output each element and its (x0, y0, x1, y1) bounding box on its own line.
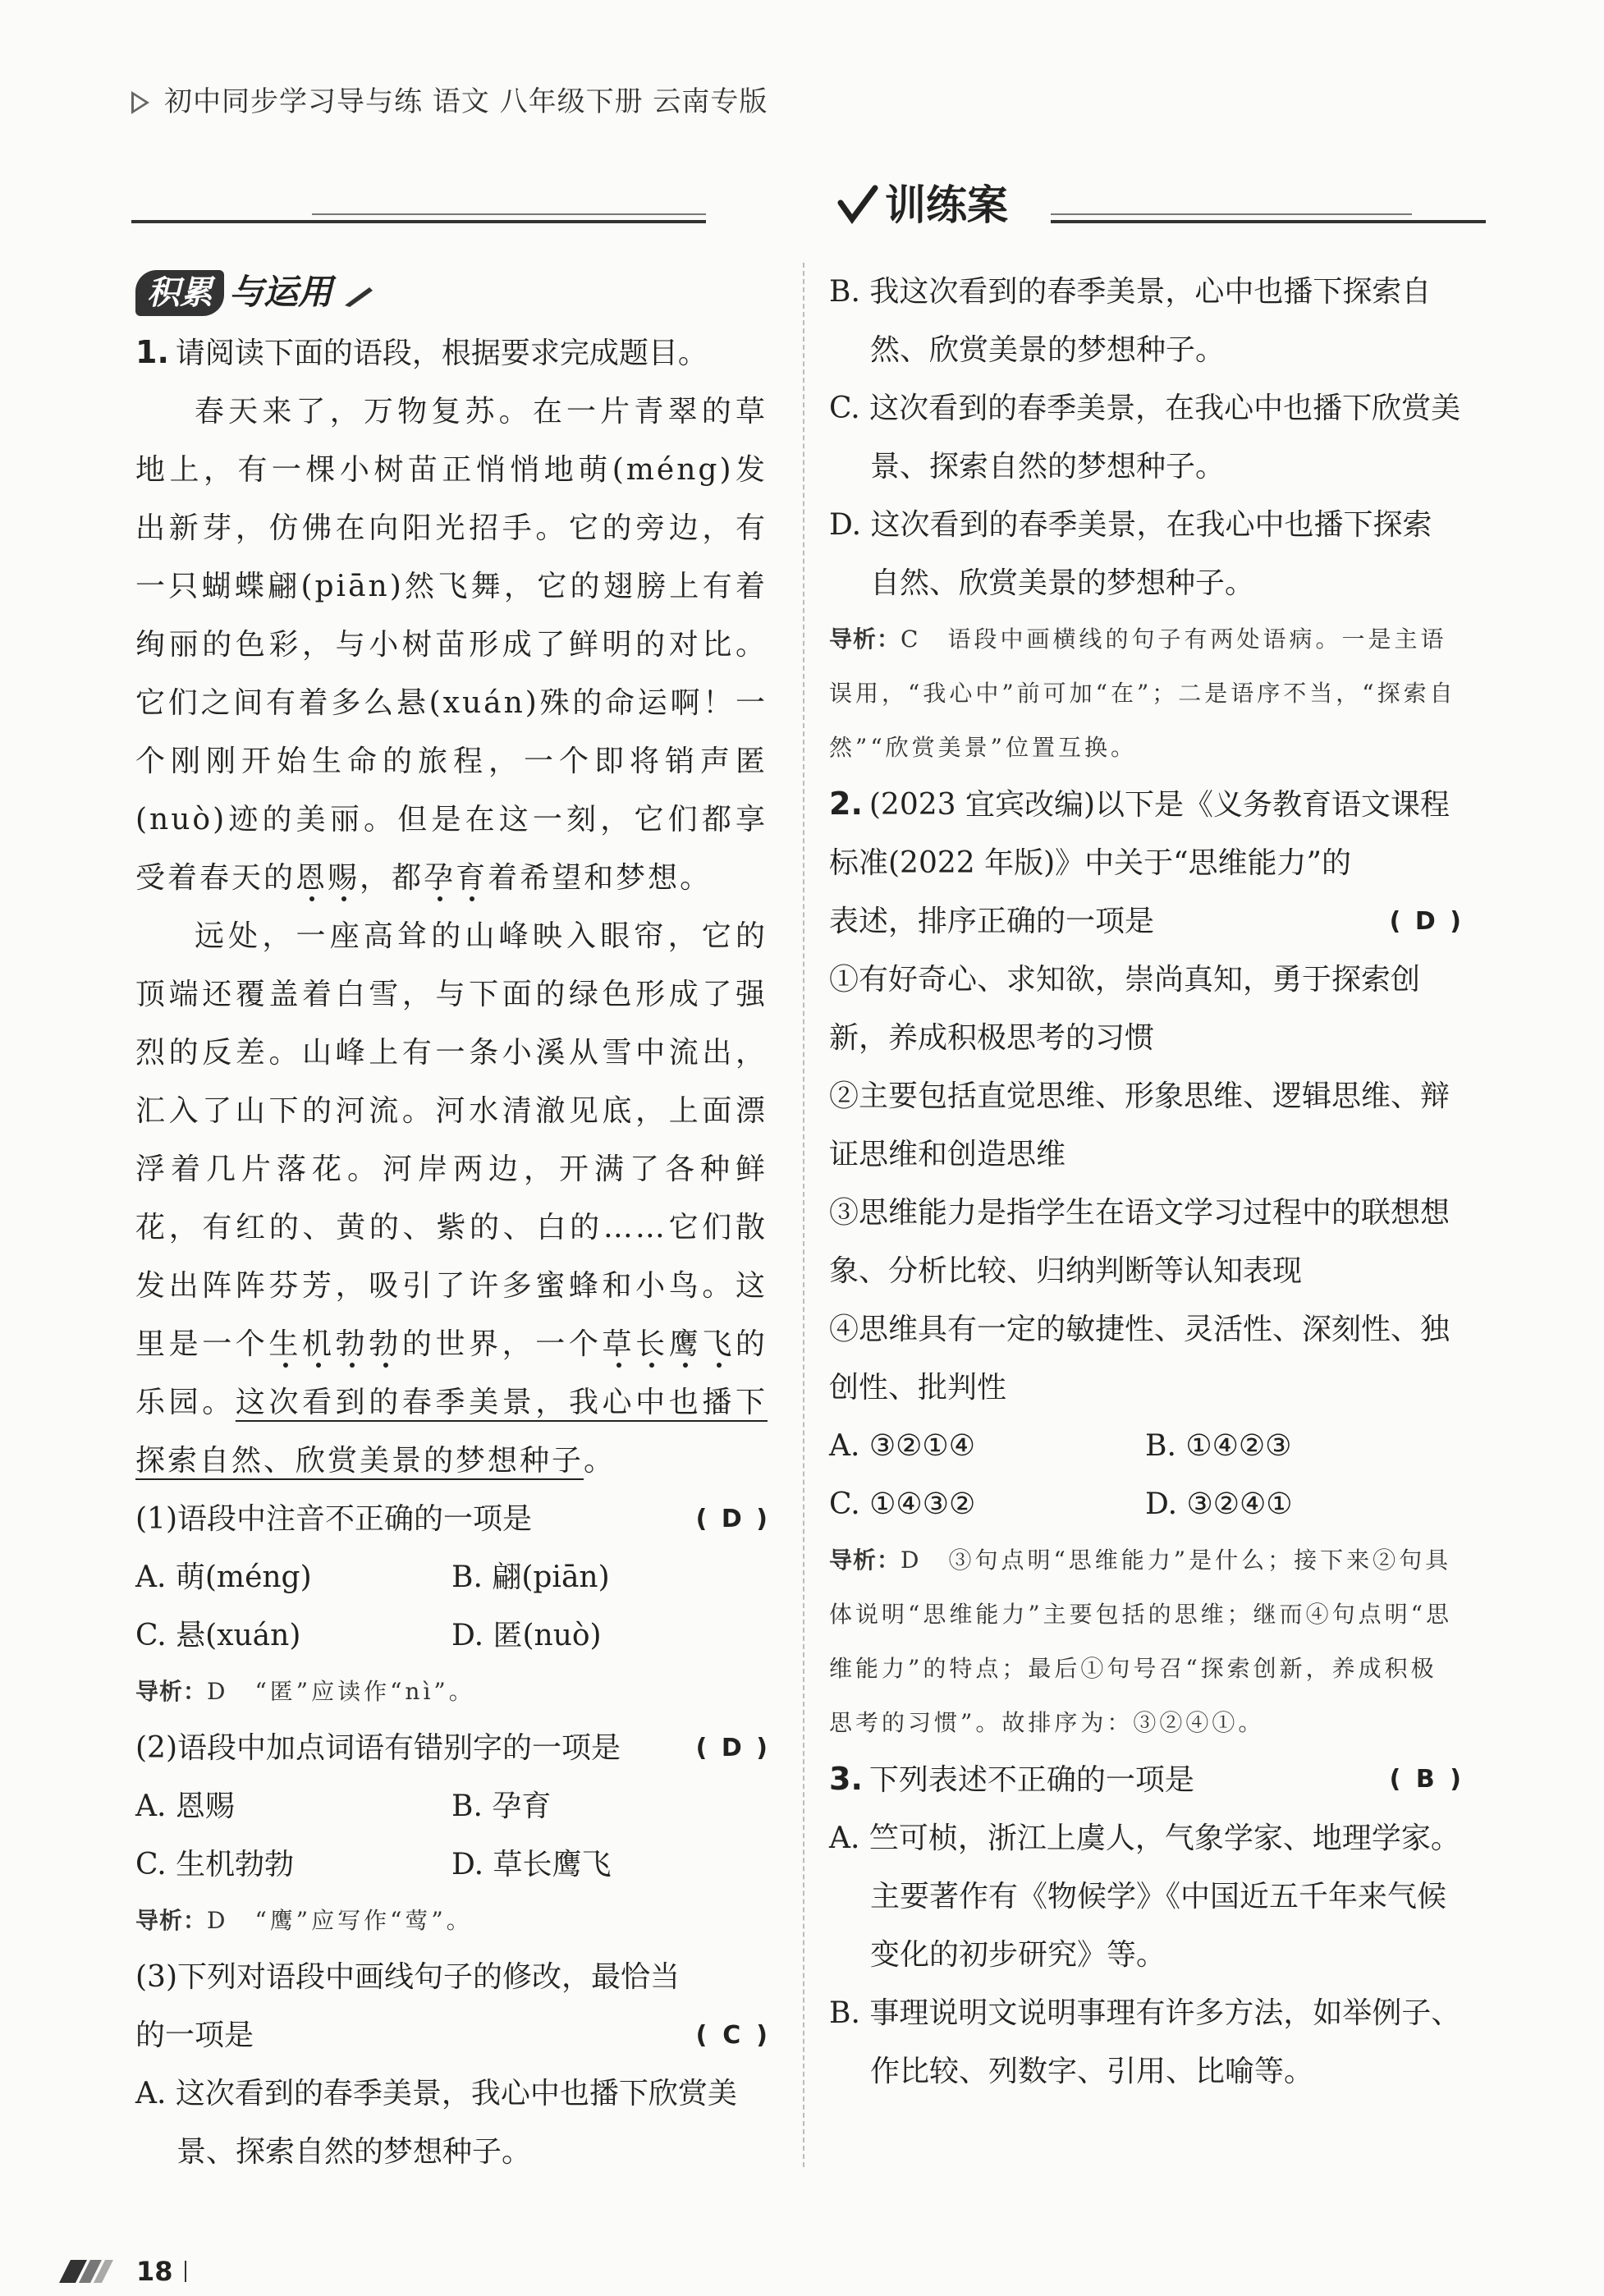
decorative-stripes-icon (59, 2260, 125, 2283)
sub-question-text: 的一项是 (135, 2019, 254, 2052)
option-d: D. 匿(nuò) (451, 1619, 602, 1652)
sub-question-3 (135, 1948, 768, 2065)
sub-question-text: (2)语段中加点词语有错别字的一项是 (135, 1731, 621, 1765)
option-a: A. 竺可桢，浙江上虞人，气象学家、地理学家。主要著作有《物候学》《中国近五千年来气候变化的初步研究》等。 (829, 1822, 1460, 1972)
dotted-word-caozhang: 草长鹰飞 (602, 1327, 736, 1361)
option-a: A. 恩赐 (135, 1790, 235, 1823)
title-rule-left-thin (312, 213, 706, 215)
note-label: 导析： (135, 1907, 208, 1934)
sub-question-text-line (135, 2006, 768, 2065)
statement-4: ④思维具有一定的敏捷性、灵活性、深刻性、独创性、批判性 (829, 1313, 1450, 1405)
option-c: C. 这次看到的春季美景，在我心中也播下欣赏美景、探索自然的梦想种子。 (829, 392, 1461, 483)
sub-question-text: (1)语段中注音不正确的一项是 (135, 1502, 532, 1536)
options-row (135, 1606, 768, 1665)
page-footer (59, 2256, 186, 2289)
answer-letter: D (721, 1734, 742, 1762)
title-rule-right-thin (1051, 213, 1412, 215)
answer-letter: D (721, 1505, 742, 1533)
question-text: 表述，排序正确的一项是 (829, 905, 1155, 938)
option-c: C. 生机勃勃 (135, 1848, 295, 1881)
statement-2: ②主要包括直觉思维、形象思维、逻辑思维、辩证思维和创造思维 (829, 1079, 1450, 1171)
analysis-note (829, 612, 1461, 775)
option-d: D. 这次看到的春季美景，在我心中也播下探索自然、欣赏美景的梦想种子。 (829, 508, 1432, 600)
option-a: A. 萌(méng) (135, 1560, 312, 1594)
note-text: D “鹰”应写作“莺”。 (207, 1907, 473, 1934)
question-text: (2023 宜宾改编)以下是《义务教育语文课程标准(2022 年版)》中关于“思维能力”的 (829, 788, 1450, 880)
note-label: 导析： (829, 1547, 901, 1574)
note-label: 导析： (135, 1678, 208, 1705)
answer-bracket: ( D ) (696, 1490, 768, 1548)
answer-letter: B (1415, 1765, 1435, 1794)
answer-letter: D (1414, 907, 1436, 936)
note-text: D “匿”应读作“nì”。 (207, 1678, 475, 1705)
passage-text: ，都 (360, 861, 424, 895)
options-row (135, 1777, 768, 1835)
options-row (829, 1475, 1461, 1533)
question-number: 3. (829, 1761, 863, 1797)
passage-text: 。 (584, 1444, 616, 1478)
header-text: 初中同步学习导与练 语文 八年级下册 云南专版 (164, 85, 768, 118)
footer-bar (185, 2261, 186, 2282)
question-1-stem (135, 323, 768, 383)
title-rule-left (131, 220, 706, 223)
option-b: B. 孕育 (451, 1790, 552, 1823)
passage-text: 春天来了，万物复苏。在一片青翠的草地上，有一棵小树苗正悄悄地萌(méng)发出新芽，仿佛在向阳光招手。它的旁边，有一只蝴蝶翩(piān)然飞舞，它的翅膀上有着绚丽的色彩，与小树苗形成了鲜明的对比。它们之间有着多么悬(xuán)殊的命运啊！一个刚刚开始生命的旅程，一个即将销声匿(nuò)迹的美丽。但是在这一刻，它们都享受着春天的 (135, 395, 768, 895)
option-d: D. ③②④① (1145, 1487, 1293, 1521)
dotted-word-enci: 恩赐 (296, 861, 360, 895)
options-row (135, 1548, 768, 1606)
answer-bracket: ( D ) (1390, 892, 1461, 951)
page-number: 18 (136, 2256, 173, 2287)
dotted-word-yunyu: 孕育 (424, 861, 488, 895)
question-3 (829, 1750, 1461, 2101)
analysis-note (829, 1533, 1461, 1750)
pen-icon (341, 284, 374, 309)
badge-rest-text: 与运用 (229, 272, 333, 312)
sub-question-1 (135, 1490, 768, 1548)
option-b: B. 事理说明文说明事理有许多方法，如举例子、作比较、列数字、引用、比喻等。 (829, 1996, 1461, 2088)
answer-letter: C (722, 2021, 741, 2050)
section-badge (135, 263, 374, 315)
question-number: 1. (135, 334, 169, 370)
question-number: 2. (829, 786, 863, 822)
note-text: C 语段中画横线的句子有两处语病。一是主语误用，“我心中”前可加“在”；二是语序不当，“探索自然”“欣赏美景”位置互换。 (829, 626, 1456, 761)
column-divider (803, 263, 804, 2167)
sub-question-2 (135, 1719, 768, 1777)
passage-text: 的乐园。 (135, 1327, 768, 1419)
option-c: C. ①④③② (829, 1487, 976, 1521)
question-text: 请阅读下面的语段，根据要求完成题目。 (175, 337, 708, 370)
answer-bracket: ( B ) (1390, 1750, 1461, 1809)
underlined-sentence: 这次看到的春季美景，我心中也播下探索自然、欣赏美景的梦想种子 (135, 1386, 768, 1478)
options-row (829, 1417, 1461, 1475)
option-b: B. ①④②③ (1145, 1429, 1292, 1463)
analysis-note (135, 1894, 768, 1948)
options-row (135, 1835, 768, 1894)
question-text: 下列表述不正确的一项是 (868, 1763, 1194, 1797)
passage-text: 着希望和梦想。 (488, 861, 713, 895)
option-c: C. 悬(xuán) (135, 1619, 301, 1652)
right-column (829, 263, 1461, 2101)
question-2 (829, 775, 1461, 1750)
statement-1: ①有好奇心、求知欲，崇尚真知，勇于探索创新，养成积极思考的习惯 (829, 963, 1421, 1055)
passage-text: 的世界，一个 (401, 1327, 603, 1361)
answer-bracket: ( C ) (696, 2006, 768, 2065)
note-label: 导析： (829, 626, 901, 653)
passage-text: 远处，一座高耸的山峰映入眼帘，它的顶端还覆盖着白雪，与下面的绿色形成了强烈的反差。山峰上有一条小溪从雪中流出，汇入了山下的河流。河水清澈见底，上面漂浮着几片落花。河岸两边，开满了各种鲜花，有红的、黄的、紫的、白的……它们散发出阵阵芬芳，吸引了许多蜜蜂和小鸟。这里是一个 (135, 919, 768, 1361)
question-text-line (829, 1750, 1461, 1809)
title-rule-right (1051, 220, 1486, 223)
running-header (131, 79, 768, 119)
passage-paragraph-1 (135, 383, 768, 907)
section-title (837, 172, 1008, 231)
answer-bracket: ( D ) (696, 1719, 768, 1777)
note-text: D ③句点明“思维能力”是什么；接下来②句具体说明“思维能力”主要包括的思维；继而④句点明“思维能力”的特点；最后①句号召“探索创新，养成积极思考的习惯”。故排序为：③②④①。 (829, 1547, 1452, 1736)
badge-dark-text: 积累 (135, 270, 224, 316)
analysis-note (135, 1665, 768, 1719)
option-b: B. 翩(piān) (451, 1560, 610, 1594)
checkmark-icon (837, 185, 878, 226)
option-a: A. ③②①④ (829, 1429, 975, 1463)
option-d: D. 草长鹰飞 (451, 1848, 612, 1881)
option-b: B. 我这次看到的春季美景，心中也播下探索自然、欣赏美景的梦想种子。 (829, 275, 1432, 367)
passage-paragraph-2 (135, 907, 768, 1490)
left-column (135, 263, 768, 2181)
dotted-word-shengji: 生机勃勃 (268, 1327, 402, 1361)
sub-question-text: (3)下列对语段中画线句子的修改，最恰当 (135, 1960, 680, 1994)
option-a: A. 这次看到的春季美景，我心中也播下欣赏美景、探索自然的梦想种子。 (135, 2077, 737, 2169)
section-title-text: 训练案 (885, 181, 1008, 229)
question-text-line (829, 892, 1461, 951)
play-triangle-icon (131, 91, 149, 114)
statement-3: ③思维能力是指学生在语文学习过程中的联想想象、分析比较、归纳判断等认知表现 (829, 1196, 1450, 1288)
section-title-bar (131, 172, 1486, 230)
